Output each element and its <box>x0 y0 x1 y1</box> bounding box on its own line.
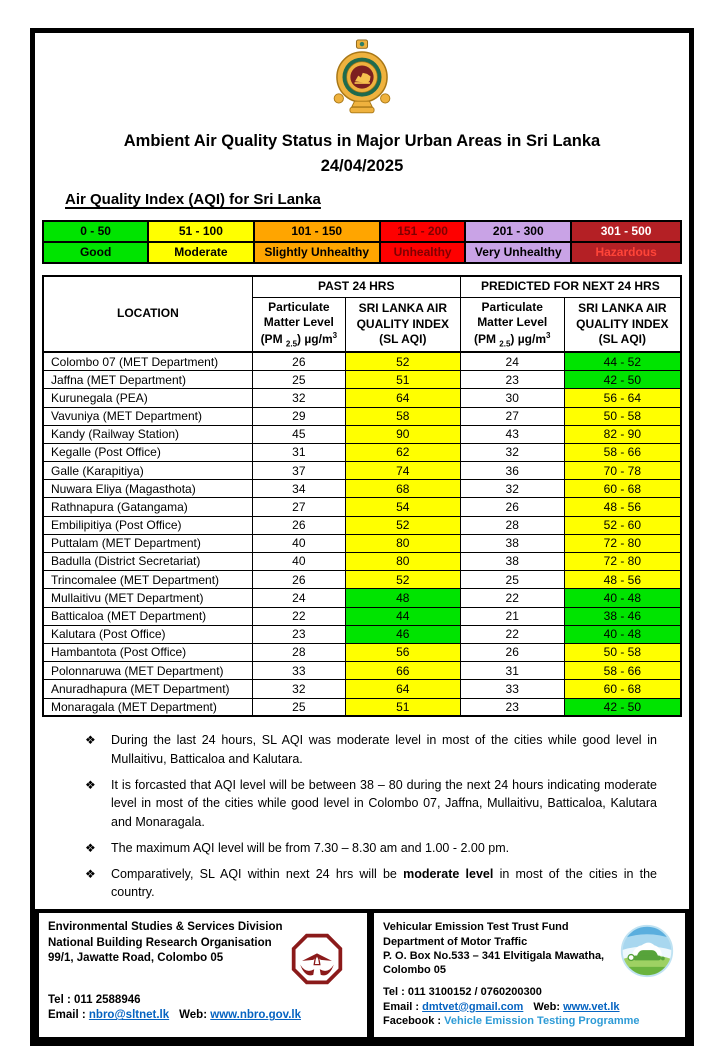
note-text: During the last 24 hours, SL AQI was moderate level in most of the cities while good level in Mullaitivu, Batticaloa and Kalutara. <box>111 733 657 766</box>
past-pm-cell: 29 <box>252 407 345 425</box>
location-cell: Kurunegala (PEA) <box>43 389 252 407</box>
predicted-pm-cell: 30 <box>460 389 564 407</box>
page-date: 24/04/2025 <box>320 156 404 175</box>
legend-label-cell: Hazardous <box>571 242 681 263</box>
location-cell: Trincomalee (MET Department) <box>43 571 252 589</box>
past-pm-cell: 33 <box>252 662 345 680</box>
predicted-aqi-cell: 70 - 78 <box>564 462 681 480</box>
vet-facebook-link[interactable]: Vehicle Emission Testing Programme <box>444 1015 640 1028</box>
predicted-aqi-cell: 58 - 66 <box>564 443 681 461</box>
predicted-aqi-cell: 52 - 60 <box>564 516 681 534</box>
past-pm-cell: 26 <box>252 352 345 370</box>
predicted-aqi-cell: 40 - 48 <box>564 589 681 607</box>
table-row <box>43 480 681 498</box>
predicted-aqi-cell: 44 - 52 <box>564 352 681 370</box>
note-text: The maximum AQI level will be from 7.30 – 8.30 am and 1.00 - 2.00 pm. <box>111 840 510 855</box>
section-heading: Air Quality Index (AQI) for Sri Lanka <box>65 190 321 208</box>
location-cell: Hambantota (Post Office) <box>43 643 252 661</box>
past-aqi-cell: 80 <box>345 553 460 571</box>
predicted-pm-cell: 23 <box>460 698 564 716</box>
past-aqi-cell: 52 <box>345 571 460 589</box>
location-cell: Kandy (Railway Station) <box>43 425 252 443</box>
table-row <box>43 643 681 661</box>
predicted-pm-cell: 31 <box>460 662 564 680</box>
location-cell: Nuwara Eliya (Magasthota) <box>43 480 252 498</box>
past-aqi-cell: 51 <box>345 371 460 389</box>
predicted-pm-cell: 22 <box>460 589 564 607</box>
web-label: Web: <box>533 1000 561 1013</box>
aqi-table <box>42 275 682 717</box>
predicted-aqi-cell: 56 - 64 <box>564 389 681 407</box>
past-pm-cell: 40 <box>252 553 345 571</box>
predicted-aqi-cell: 48 - 56 <box>564 571 681 589</box>
predicted-pm-cell: 33 <box>460 680 564 698</box>
table-row <box>43 462 681 480</box>
diamond-bullet-icon: ❖ <box>85 840 96 855</box>
nbro-logo-icon <box>289 931 345 993</box>
footer-nbro-box <box>35 909 371 1041</box>
contact-line <box>48 1008 358 1024</box>
legend-label-cell: Good <box>43 242 148 263</box>
column-header-aqi-past: SRI LANKA AIR QUALITY INDEX (SL AQI) <box>345 297 460 352</box>
sri-lanka-emblem-icon <box>35 39 689 122</box>
legend-label-row <box>43 242 681 263</box>
location-cell: Colombo 07 (MET Department) <box>43 352 252 370</box>
table-row <box>43 571 681 589</box>
past-aqi-cell: 56 <box>345 643 460 661</box>
predicted-aqi-cell: 48 - 56 <box>564 498 681 516</box>
table-row <box>43 625 681 643</box>
location-cell: Jaffna (MET Department) <box>43 371 252 389</box>
past-pm-cell: 45 <box>252 425 345 443</box>
org-line: P. O. Box No.533 – 341 Elvitigala Mawatha, <box>383 949 605 962</box>
diamond-bullet-icon: ❖ <box>85 866 96 881</box>
predicted-aqi-cell: 72 - 80 <box>564 553 681 571</box>
column-header-pm-past: Particulate Matter Level (PM $_{2.5}$) $\mu g/m^3$ <box>252 297 345 352</box>
past-pm-cell: 40 <box>252 534 345 552</box>
vet-logo-icon <box>619 923 675 983</box>
predicted-pm-cell: 26 <box>460 643 564 661</box>
predicted-pm-cell: 22 <box>460 625 564 643</box>
predicted-pm-cell: 28 <box>460 516 564 534</box>
predicted-aqi-cell: 50 - 58 <box>564 407 681 425</box>
web-label: Web: <box>179 1009 208 1022</box>
location-cell: Puttalam (MET Department) <box>43 534 252 552</box>
vet-email-link[interactable]: dmtvet@gmail.com <box>422 1000 524 1013</box>
aqi-table-body <box>43 352 681 716</box>
past-aqi-cell: 48 <box>345 589 460 607</box>
legend-label-cell: Unhealthy <box>380 242 465 263</box>
column-group-past: PAST 24 HRS <box>252 276 460 297</box>
note-item <box>85 776 657 832</box>
aqi-legend <box>42 220 682 264</box>
predicted-pm-cell: 27 <box>460 407 564 425</box>
location-cell: Kegalle (Post Office) <box>43 443 252 461</box>
past-aqi-cell: 66 <box>345 662 460 680</box>
legend-label-cell: Moderate <box>148 242 253 263</box>
table-row <box>43 371 681 389</box>
table-row <box>43 389 681 407</box>
predicted-pm-cell: 23 <box>460 371 564 389</box>
contact-line <box>383 1000 676 1014</box>
past-pm-cell: 27 <box>252 498 345 516</box>
past-aqi-cell: 54 <box>345 498 460 516</box>
org-line: 99/1, Jawatte Road, Colombo 05 <box>48 952 224 965</box>
predicted-aqi-cell: 38 - 46 <box>564 607 681 625</box>
past-aqi-cell: 52 <box>345 352 460 370</box>
vet-web-link[interactable]: www.vet.lk <box>563 1000 620 1013</box>
location-cell: Polonnaruwa (MET Department) <box>43 662 252 680</box>
past-aqi-cell: 74 <box>345 462 460 480</box>
legend-range-cell: 51 - 100 <box>148 221 253 242</box>
past-aqi-cell: 64 <box>345 389 460 407</box>
table-row <box>43 607 681 625</box>
past-pm-cell: 25 <box>252 371 345 389</box>
facebook-label: Facebook : <box>383 1015 445 1028</box>
past-aqi-cell: 44 <box>345 607 460 625</box>
table-row <box>43 425 681 443</box>
notes-list <box>85 731 657 909</box>
column-header-location: LOCATION <box>43 276 252 353</box>
diamond-bullet-icon: ❖ <box>85 777 96 792</box>
past-pm-cell: 34 <box>252 480 345 498</box>
predicted-pm-cell: 32 <box>460 443 564 461</box>
nbro-email-link[interactable]: nbro@sltnet.lk <box>88 1009 170 1022</box>
predicted-aqi-cell: 40 - 48 <box>564 625 681 643</box>
tel-line: Tel : 011 2588946 <box>48 993 141 1006</box>
table-row <box>43 662 681 680</box>
diamond-bullet-icon: ❖ <box>85 733 96 748</box>
table-row <box>43 553 681 571</box>
predicted-aqi-cell: 72 - 80 <box>564 534 681 552</box>
past-pm-cell: 26 <box>252 571 345 589</box>
predicted-aqi-cell: 50 - 58 <box>564 643 681 661</box>
past-aqi-cell: 46 <box>345 625 460 643</box>
location-cell: Batticaloa (MET Department) <box>43 607 252 625</box>
location-cell: Kalutara (Post Office) <box>43 625 252 643</box>
legend-range-cell: 151 - 200 <box>380 221 465 242</box>
past-pm-cell: 23 <box>252 625 345 643</box>
facebook-line <box>383 1014 676 1028</box>
table-row <box>43 516 681 534</box>
column-header-pm-predicted: Particulate Matter Level (PM $_{2.5}$) $\mu g/m^3$ <box>460 297 564 352</box>
column-header-aqi-predicted: SRI LANKA AIR QUALITY INDEX (SL AQI) <box>564 297 681 352</box>
legend-range-cell: 0 - 50 <box>43 221 148 242</box>
location-cell: Anuradhapura (MET Department) <box>43 680 252 698</box>
email-label: Email : <box>383 1000 423 1013</box>
nbro-web-link[interactable]: www.nbro.gov.lk <box>210 1009 301 1022</box>
location-cell: Embilipitiya (Post Office) <box>43 516 252 534</box>
location-cell: Vavuniya (MET Department) <box>43 407 252 425</box>
legend-range-row <box>43 221 681 242</box>
note-item <box>85 731 657 769</box>
past-pm-cell: 24 <box>252 589 345 607</box>
predicted-pm-cell: 38 <box>460 534 564 552</box>
past-aqi-cell: 58 <box>345 407 460 425</box>
org-line: Vehicular Emission Test Trust Fund <box>383 921 569 934</box>
table-row <box>43 589 681 607</box>
note-text: Comparatively, SL AQI within next 24 hrs will be moderate level in most of the cities in the country. <box>111 866 658 900</box>
past-aqi-cell: 80 <box>345 534 460 552</box>
legend-label-cell: Very Unhealthy <box>465 242 571 263</box>
predicted-aqi-cell: 42 - 50 <box>564 371 681 389</box>
note-item <box>85 839 657 858</box>
predicted-aqi-cell: 58 - 66 <box>564 662 681 680</box>
past-pm-cell: 32 <box>252 680 345 698</box>
table-row <box>43 534 681 552</box>
org-line: Colombo 05 <box>383 964 446 977</box>
email-label: Email : <box>48 1009 89 1022</box>
location-cell: Badulla (District Secretariat) <box>43 553 252 571</box>
predicted-aqi-cell: 42 - 50 <box>564 698 681 716</box>
past-pm-cell: 26 <box>252 516 345 534</box>
predicted-aqi-cell: 60 - 68 <box>564 480 681 498</box>
predicted-pm-cell: 24 <box>460 352 564 370</box>
past-aqi-cell: 62 <box>345 443 460 461</box>
past-pm-cell: 37 <box>252 462 345 480</box>
location-cell: Galle (Karapitiya) <box>43 462 252 480</box>
predicted-aqi-cell: 82 - 90 <box>564 425 681 443</box>
predicted-aqi-cell: 60 - 68 <box>564 680 681 698</box>
tel-line: Tel : 011 3100152 / 0760200300 <box>383 986 542 999</box>
table-row <box>43 680 681 698</box>
location-cell: Monaragala (MET Department) <box>43 698 252 716</box>
footer <box>35 909 689 1041</box>
note-item <box>85 865 657 903</box>
document-frame <box>30 28 694 1046</box>
legend-range-cell: 201 - 300 <box>465 221 571 242</box>
legend-label-cell: Slightly Unhealthy <box>254 242 380 263</box>
table-row <box>43 698 681 716</box>
predicted-pm-cell: 26 <box>460 498 564 516</box>
past-aqi-cell: 51 <box>345 698 460 716</box>
table-row <box>43 407 681 425</box>
note-text: It is forcasted that AQI level will be between 38 – 80 during the next 24 hours indicating moderate level in most of the cities while good level in Colombo 07, Jaffna, Mullaitivu, Batticaloa, Kalutara and Monaragala. <box>111 777 657 830</box>
past-aqi-cell: 64 <box>345 680 460 698</box>
table-row <box>43 443 681 461</box>
org-line: Department of Motor Traffic <box>383 935 528 948</box>
past-pm-cell: 22 <box>252 607 345 625</box>
predicted-pm-cell: 32 <box>460 480 564 498</box>
past-aqi-cell: 90 <box>345 425 460 443</box>
past-aqi-cell: 52 <box>345 516 460 534</box>
predicted-pm-cell: 36 <box>460 462 564 480</box>
location-cell: Mullaitivu (MET Department) <box>43 589 252 607</box>
past-pm-cell: 31 <box>252 443 345 461</box>
location-cell: Rathnapura (Gatangama) <box>43 498 252 516</box>
predicted-pm-cell: 25 <box>460 571 564 589</box>
column-group-predicted: PREDICTED FOR NEXT 24 HRS <box>460 276 681 297</box>
past-pm-cell: 28 <box>252 643 345 661</box>
org-line: National Building Research Organisation <box>48 936 272 949</box>
predicted-pm-cell: 38 <box>460 553 564 571</box>
past-aqi-cell: 68 <box>345 480 460 498</box>
predicted-pm-cell: 43 <box>460 425 564 443</box>
org-line: Environmental Studies & Services Division <box>48 921 283 934</box>
footer-vet-box <box>370 909 689 1041</box>
table-row <box>43 498 681 516</box>
past-pm-cell: 32 <box>252 389 345 407</box>
legend-range-cell: 301 - 500 <box>571 221 681 242</box>
table-row <box>43 352 681 370</box>
past-pm-cell: 25 <box>252 698 345 716</box>
legend-range-cell: 101 - 150 <box>254 221 380 242</box>
page-title: Ambient Air Quality Status in Major Urban Areas in Sri Lanka <box>123 132 601 150</box>
predicted-pm-cell: 21 <box>460 607 564 625</box>
